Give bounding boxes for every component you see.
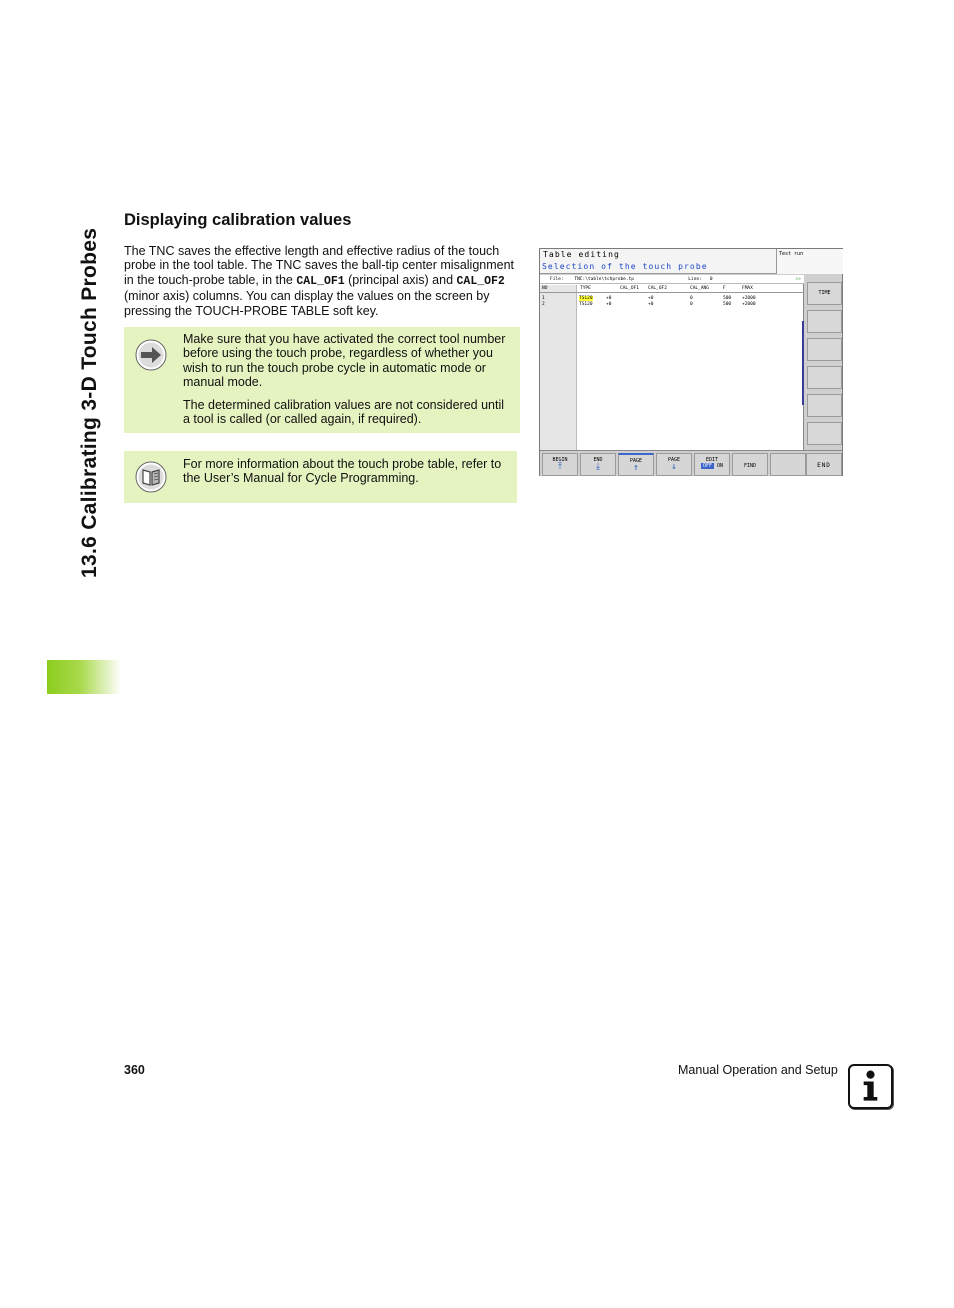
note2-text: For more information about the touch probe table, refer to the User’s Manual for Cycle Programming. [183,457,502,486]
manual-book-icon [135,461,167,493]
softkey-blank[interactable] [770,453,806,476]
tnc-scrollbar[interactable] [802,321,804,405]
tnc-mode: Test run [777,249,843,274]
tnc-bottom-softkeys [540,450,842,476]
softkey-blank[interactable] [807,394,842,417]
chapter-tab-marker [47,660,121,694]
note1-text-2: The determined calibration values are not considered until a tool is called (or called again, if required). [183,398,505,427]
col-no: NO [542,286,548,291]
softkey-edit[interactable]: EDIT OFF ON [694,453,730,476]
intro-paragraph: The TNC saves the effective length and effective radius of the touch probe in the tool table. The TNC saves the ball-tip center misalignment in the touch-probe table, in the CAL_OF1 (principal axis) and CAL_OF2 (minor axis) columns. You can display the values on the screen by pressing the TOUCH-PROBE TABLE soft key. [124,244,515,318]
tnc-more-indicator: >> [795,277,801,282]
softkey-blank[interactable] [807,366,842,389]
tnc-header [540,249,777,274]
tnc-file-line: File: TNC:\table\tchprobe.tp Line: 0 >> [540,275,804,284]
col-cal-of1: CAL_OF1 [620,286,639,291]
arrow-up-icon: ↑ [633,463,639,473]
tnc-screenshot [539,248,843,476]
note-attention [124,327,520,433]
table-row[interactable]: 1 TS120 +0 +0 0 500 +2000 [542,296,756,301]
softkey-find[interactable]: FIND [732,453,768,476]
col-cal-of2: CAL_OF2 [648,286,667,291]
col-fmax: FMAX [742,286,753,291]
footer-chapter: Manual Operation and Setup [678,1063,838,1077]
arrow-right-icon [135,339,167,371]
softkey-begin[interactable]: BEGIN ⤒ [542,453,578,476]
section-heading: Displaying calibration values [124,211,352,229]
softkey-page-down[interactable]: PAGE ↓ [656,453,692,476]
table-row[interactable]: 2 TS120 +0 +0 0 500 +2000 [542,302,756,307]
chapter-side-title: 13.6 Calibrating 3-D Touch Probes [78,227,101,578]
code-cal-of1: CAL_OF1 [296,274,345,288]
tnc-no-column [540,285,577,450]
note-reference [124,451,517,503]
tnc-subtitle: Selection of the touch probe [542,262,708,271]
softkey-blank[interactable] [807,338,842,361]
softkey-end-arrow[interactable]: END ⤓ [580,453,616,476]
code-cal-of2: CAL_OF2 [456,274,505,288]
softkey-page-up[interactable]: PAGE ↑ [618,453,654,476]
page-number: 360 [124,1063,145,1077]
col-cal-ang: CAL_ANG [690,286,709,291]
col-f: F [723,286,726,291]
arrow-down-icon: ⤓ [596,462,600,472]
tnc-column-headers [540,285,804,293]
softkey-blank[interactable] [807,422,842,445]
col-type: TYPE [580,286,591,291]
softkey-end[interactable]: END [806,453,842,476]
softkey-blank[interactable] [807,310,842,333]
info-icon [848,1064,893,1109]
note1-text: Make sure that you have activated the correct tool number before using the touch probe, regardless of whether you wish to run the touch probe cycle in automatic mode or manual mode. [183,332,506,389]
tnc-side-softkeys [806,277,843,449]
tnc-table-area [540,275,804,450]
arrow-up-icon: ⤒ [558,462,562,472]
arrow-down-icon: ↓ [671,462,677,472]
softkey-time[interactable]: TIME [807,282,842,305]
tnc-title: Table editing [543,250,620,259]
